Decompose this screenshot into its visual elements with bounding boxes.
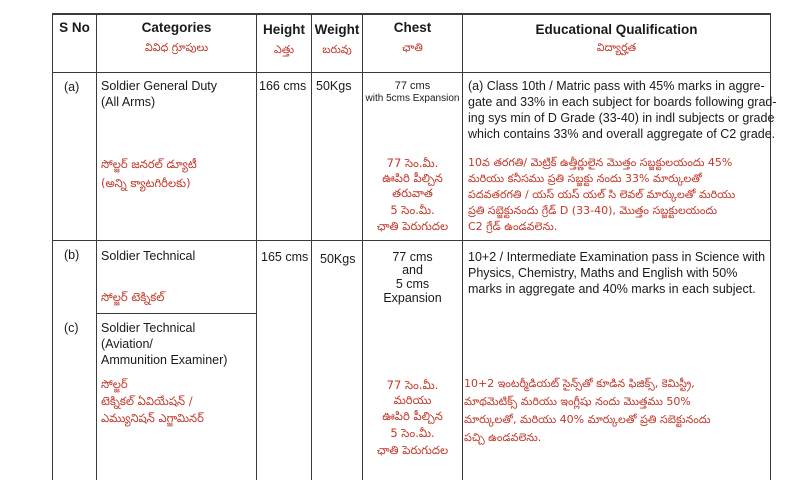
row-a-weight: 50Kgs: [316, 79, 352, 93]
header-sno: S No: [59, 20, 90, 35]
row-c-category-telugu: సోల్జర్: [101, 377, 128, 391]
row-c-category: Soldier Technical: [101, 321, 196, 335]
row-a-education: which contains 33% and overall aggregate of C2 grade.: [468, 127, 776, 141]
header-education-telugu: విద్యార్హత: [596, 41, 637, 54]
header-categories: Categories: [141, 20, 212, 35]
header-weight-telugu: బరువు: [322, 43, 352, 56]
row-a-education-telugu: ప్రతి సబ్జెక్టునందు గ్రేడ్ D (33-40), మొత్తం సబ్జక్టులయందు: [468, 204, 718, 217]
col-border-chest: [462, 13, 463, 480]
row-c-chest-telugu: మరియు: [393, 393, 432, 407]
header-bottom-border: [52, 72, 771, 73]
row-b-category-telugu: సోల్జర్ టెక్నికల్: [101, 290, 165, 304]
row-a-education-telugu: C2 గ్రేడ్ ఉండవలెను.: [468, 220, 558, 233]
header-categories-telugu: వివిధ గ్రూపులు: [144, 41, 209, 54]
row-b-height: 165 cms: [261, 250, 309, 264]
col-border-right: [770, 13, 771, 480]
header-chest-telugu: ఛాతి: [402, 41, 423, 54]
row-b-chest: and: [402, 263, 423, 277]
header-weight: Weight: [314, 22, 360, 37]
row-b-category: Soldier Technical: [101, 249, 196, 263]
row-b-chest: 5 cms: [395, 277, 430, 291]
row-a-chest-telugu: 77 సెం.మీ.: [386, 156, 439, 170]
row-a-education-telugu: పదవతరగతి / యస్ యస్ యల్ సి లెవల్ మార్కులతో మరియు: [468, 188, 736, 201]
row-a-chest-telugu: తరువాత: [392, 186, 433, 200]
row-c-chest-telugu: 5 సెం.మీ.: [390, 426, 435, 440]
row-b-education: Physics, Chemistry, Maths and English with 50%: [468, 266, 738, 280]
row-c-category: Ammunition Examiner): [101, 353, 228, 367]
row-b-category-bottom-border: [96, 313, 256, 314]
row-b-education: marks in aggregate and 40% marks in each subject.: [468, 282, 756, 296]
row-b-chest: Expansion: [383, 291, 442, 305]
row-b-education: 10+2 / Intermediate Examination pass in Science with: [468, 250, 766, 264]
row-a-category: (All Arms): [101, 95, 156, 109]
row-b-weight: 50Kgs: [320, 252, 356, 266]
table-top-border: [52, 13, 771, 15]
row-c-education-telugu: మాథమెటిక్స్ మరియు ఇంగ్లీషు నందు మొత్తము 50%: [464, 395, 691, 408]
row-c-chest-telugu: ఊపిరి పీల్చిన: [382, 409, 443, 423]
col-border-left: [52, 13, 53, 480]
row-a-education-telugu: 10వ తరగతి/ మెట్రిక్ ఉత్తీర్ణులైన మొత్తం సబ్జక్టులయందు 45%: [468, 156, 733, 169]
row-a-education: ing sys min of D Grade (33-40) in indl subjects or grade: [468, 111, 775, 125]
row-c-category-telugu: టెక్నికల్ ఏవియేషన్ /: [101, 394, 193, 408]
row-b-sno: (b): [64, 248, 80, 262]
row-a-height: 166 cms: [259, 79, 307, 93]
row-a-chest-telugu: ఊపిరి పీల్చిన: [382, 171, 443, 185]
row-c-education-telugu: మార్కులతో, మరియు 40% మార్కులతో ప్రతి సబెక్టునందు: [464, 413, 711, 426]
row-c-category: (Aviation/: [101, 337, 153, 351]
row-a-education: gate and 33% in each subject for boards following grad-: [468, 95, 777, 109]
row-a-chest-telugu: ఛాతి పెరుగుదల: [376, 219, 449, 233]
row-a-category-telugu: (అన్ని క్యాటగిరీలకు): [101, 176, 191, 190]
row-a-education-telugu: మరియు కనీసము ప్రతి సబ్జక్టు నందు 33% మార్కులతో: [468, 172, 703, 185]
row-c-chest-telugu: 77 సెం.మీ.: [386, 378, 439, 392]
row-a-category-telugu: సోల్జర్ జనరల్ డ్యూటీ: [101, 157, 197, 171]
row-a-education: (a) Class 10th / Matric pass with 45% marks in aggre-: [468, 79, 765, 93]
row-c-category-telugu: ఎమ్యునిషన్ ఎగ్జామినర్: [101, 411, 204, 425]
header-education: Educational Qualification: [535, 22, 698, 37]
row-b-chest: 77 cms: [392, 250, 433, 264]
row-c-sno: (c): [64, 321, 79, 335]
col-border-categories: [256, 13, 257, 480]
row-a-bottom-border: [52, 240, 771, 241]
row-a-chest: with 5cms Expansion: [365, 93, 460, 104]
header-height-telugu: ఎత్తు: [273, 43, 295, 56]
row-a-sno: (a): [64, 80, 80, 94]
row-a-chest-telugu: 5 సెం.మీ.: [390, 203, 435, 217]
row-c-education-telugu: పచ్చి ఉండవలెను.: [464, 431, 542, 444]
header-height: Height: [263, 22, 305, 37]
row-a-category: Soldier General Duty: [101, 79, 218, 93]
header-chest: Chest: [393, 20, 432, 35]
row-c-education-telugu: 10+2 ఇంటర్మీడియట్ సైన్స్‌తో కూడిన ఫిజిక్స్, కెమిస్ట్రీ,: [464, 377, 695, 390]
col-border-height: [311, 13, 312, 480]
row-a-chest: 77 cms: [394, 80, 431, 92]
col-border-sno: [96, 13, 97, 480]
row-c-chest-telugu: ఛాతి పెరుగుదల: [376, 443, 449, 457]
